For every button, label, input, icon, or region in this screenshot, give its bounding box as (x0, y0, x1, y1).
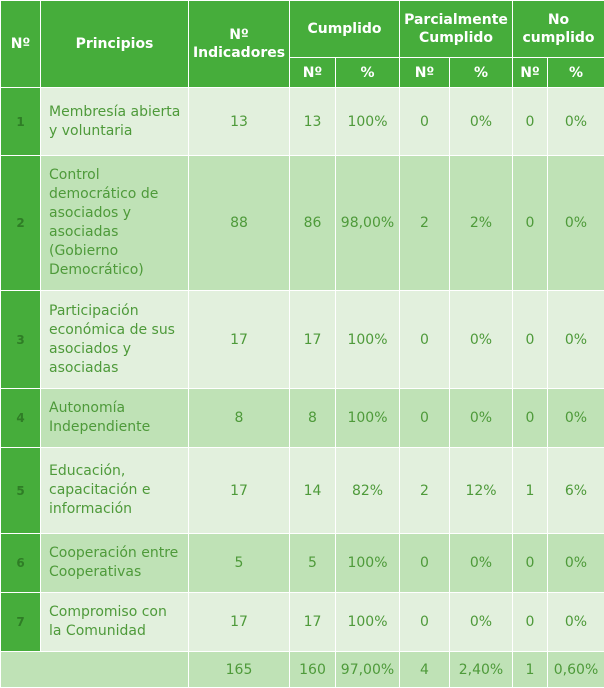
table-row (1, 534, 604, 593)
principle-name: Autonomía Independiente (41, 389, 189, 448)
row-number: 3 (1, 291, 41, 389)
totals-row (1, 652, 604, 688)
indicator-count: 8 (189, 389, 290, 448)
header-principios: Principios (41, 1, 189, 88)
parcial-num: 2 (400, 448, 450, 534)
no-cumplido-num: 0 (513, 88, 548, 156)
principle-name: Compromiso con la Comunidad (41, 593, 189, 652)
subheader-no-cumplido-num: Nº (513, 58, 548, 88)
indicator-count: 5 (189, 534, 290, 593)
total-parcial-num: 4 (400, 652, 450, 688)
no-cumplido-num: 1 (513, 448, 548, 534)
no-cumplido-num: 0 (513, 291, 548, 389)
cumplido-pct: 100% (336, 291, 400, 389)
cumplido-num: 8 (290, 389, 336, 448)
parcial-num: 0 (400, 534, 450, 593)
no-cumplido-num: 0 (513, 156, 548, 291)
parcial-pct: 0% (450, 389, 513, 448)
no-cumplido-pct: 0% (548, 88, 604, 156)
cumplido-pct: 82% (336, 448, 400, 534)
parcial-pct: 2% (450, 156, 513, 291)
indicator-count: 17 (189, 291, 290, 389)
no-cumplido-pct: 0% (548, 156, 604, 291)
parcial-num: 0 (400, 389, 450, 448)
total-cumplido-num: 160 (290, 652, 336, 688)
indicator-count: 17 (189, 593, 290, 652)
header-cumplido: Cumplido (290, 1, 400, 58)
no-cumplido-pct: 0% (548, 291, 604, 389)
no-cumplido-pct: 6% (548, 448, 604, 534)
parcial-pct: 0% (450, 88, 513, 156)
principle-name: Control democrático de asociados y asociadas (Gobierno Democrático) (41, 156, 189, 291)
principle-name: Membresía abierta y voluntaria (41, 88, 189, 156)
no-cumplido-pct: 0% (548, 593, 604, 652)
header-num-indicadores: Nº Indicadores (189, 1, 290, 88)
principle-name: Participación económica de sus asociados y asociadas (41, 291, 189, 389)
parcial-pct: 0% (450, 291, 513, 389)
principle-name: Educación, capacitación e información (41, 448, 189, 534)
table-row (1, 448, 604, 534)
table-row (1, 291, 604, 389)
row-number: 5 (1, 448, 41, 534)
cumplido-pct: 100% (336, 88, 400, 156)
parcial-num: 2 (400, 156, 450, 291)
principle-name: Cooperación entre Cooperativas (41, 534, 189, 593)
subheader-no-cumplido-pct: % (548, 58, 604, 88)
cumplido-pct: 100% (336, 593, 400, 652)
no-cumplido-pct: 0% (548, 534, 604, 593)
totals-label-cell (1, 652, 189, 688)
row-number: 2 (1, 156, 41, 291)
total-cumplido-pct: 97,00% (336, 652, 400, 688)
no-cumplido-num: 0 (513, 534, 548, 593)
row-number: 1 (1, 88, 41, 156)
cumplido-num: 5 (290, 534, 336, 593)
indicator-count: 13 (189, 88, 290, 156)
cumplido-pct: 100% (336, 534, 400, 593)
cumplido-num: 17 (290, 291, 336, 389)
parcial-num: 0 (400, 88, 450, 156)
header-num: Nº (1, 1, 41, 88)
no-cumplido-pct: 0% (548, 389, 604, 448)
subheader-parcial-num: Nº (400, 58, 450, 88)
cumplido-pct: 100% (336, 389, 400, 448)
subheader-cumplido-num: Nº (290, 58, 336, 88)
parcial-num: 0 (400, 593, 450, 652)
total-no-cumplido-num: 1 (513, 652, 548, 688)
parcial-pct: 0% (450, 593, 513, 652)
cumplido-num: 86 (290, 156, 336, 291)
total-parcial-pct: 2,40% (450, 652, 513, 688)
row-number: 4 (1, 389, 41, 448)
no-cumplido-num: 0 (513, 389, 548, 448)
row-number: 7 (1, 593, 41, 652)
header-parcialmente-cumplido: Parcialmente Cumplido (400, 1, 513, 58)
parcial-pct: 0% (450, 534, 513, 593)
total-indicators: 165 (189, 652, 290, 688)
subheader-cumplido-pct: % (336, 58, 400, 88)
table-row (1, 593, 604, 652)
parcial-num: 0 (400, 291, 450, 389)
cumplido-num: 13 (290, 88, 336, 156)
total-no-cumplido-pct: 0,60% (548, 652, 604, 688)
header-no-cumplido: No cumplido (513, 1, 604, 58)
subheader-parcial-pct: % (450, 58, 513, 88)
indicator-count: 88 (189, 156, 290, 291)
indicator-count: 17 (189, 448, 290, 534)
cumplido-num: 17 (290, 593, 336, 652)
no-cumplido-num: 0 (513, 593, 548, 652)
row-number: 6 (1, 534, 41, 593)
table-row (1, 389, 604, 448)
table-row (1, 88, 604, 156)
cumplido-pct: 98,00% (336, 156, 400, 291)
parcial-pct: 12% (450, 448, 513, 534)
table-row (1, 156, 604, 291)
cumplido-num: 14 (290, 448, 336, 534)
